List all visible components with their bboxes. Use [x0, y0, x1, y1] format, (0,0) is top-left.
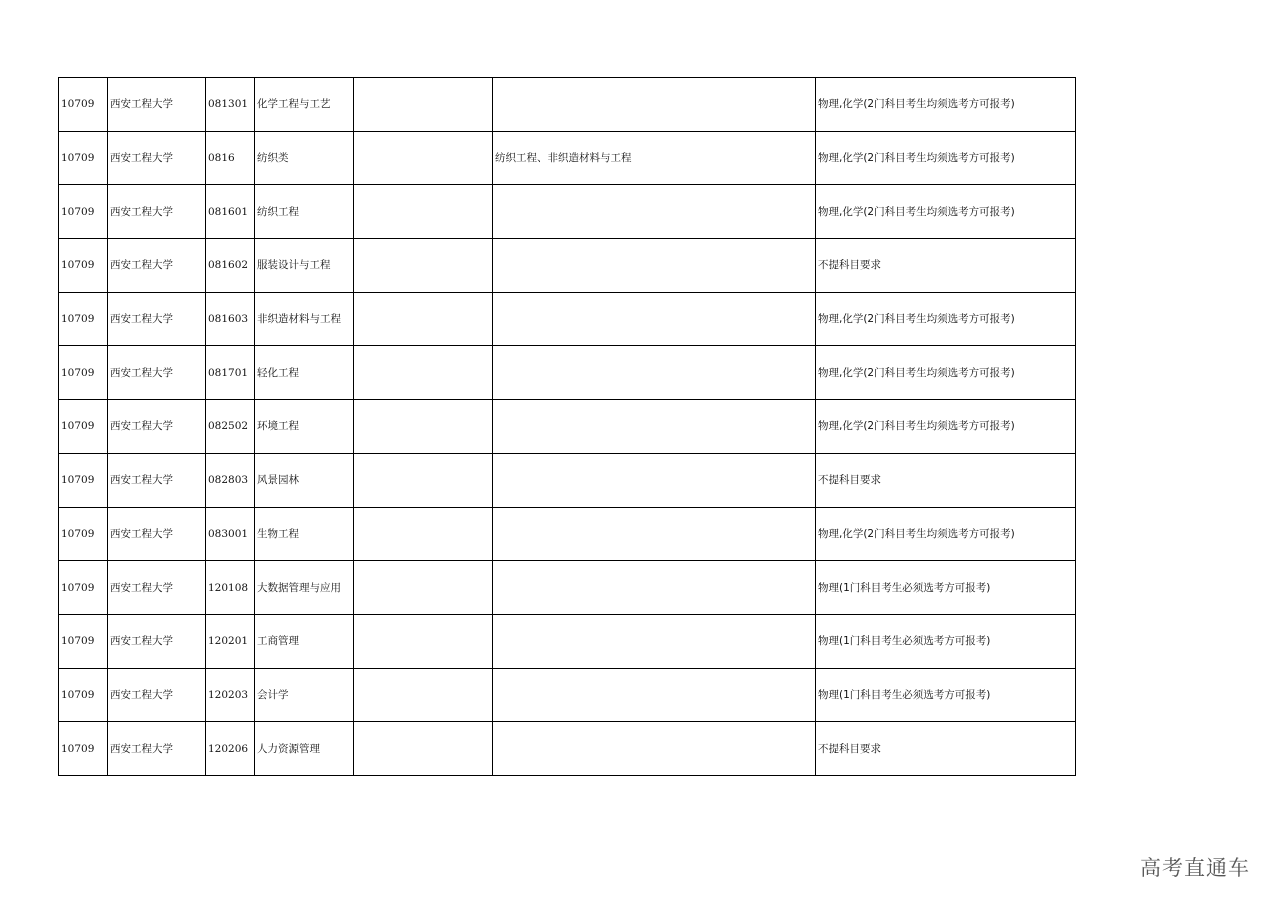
cell-major-code: 120203 [206, 668, 255, 722]
watermark-text: 高考直通车 [1140, 856, 1250, 880]
cell-included-majors [493, 453, 816, 507]
cell-school-code: 10709 [59, 292, 108, 346]
table-row [59, 346, 1076, 400]
cell-school-name: 西安工程大学 [108, 239, 206, 293]
cell-major-name: 人力资源管理 [255, 722, 354, 776]
cell-extra [354, 292, 493, 346]
table-row [59, 400, 1076, 454]
cell-major-code: 081603 [206, 292, 255, 346]
cell-major-name: 大数据管理与应用 [255, 561, 354, 615]
cell-subject-requirement: 物理,化学(2门科目考生均须选考方可报考) [816, 292, 1076, 346]
cell-major-code: 120206 [206, 722, 255, 776]
cell-major-name: 环境工程 [255, 400, 354, 454]
cell-included-majors [493, 78, 816, 132]
cell-school-name: 西安工程大学 [108, 185, 206, 239]
cell-school-name: 西安工程大学 [108, 346, 206, 400]
cell-school-name: 西安工程大学 [108, 78, 206, 132]
cell-subject-requirement: 不提科目要求 [816, 722, 1076, 776]
cell-subject-requirement: 不提科目要求 [816, 453, 1076, 507]
table-row [59, 614, 1076, 668]
cell-major-code: 081301 [206, 78, 255, 132]
cell-school-code: 10709 [59, 668, 108, 722]
cell-major-name: 轻化工程 [255, 346, 354, 400]
cell-extra [354, 239, 493, 293]
table-row [59, 239, 1076, 293]
cell-major-code: 082803 [206, 453, 255, 507]
table-row [59, 131, 1076, 185]
cell-major-name: 服装设计与工程 [255, 239, 354, 293]
cell-extra [354, 668, 493, 722]
cell-school-name: 西安工程大学 [108, 614, 206, 668]
cell-school-name: 西安工程大学 [108, 453, 206, 507]
cell-major-name: 工商管理 [255, 614, 354, 668]
cell-school-code: 10709 [59, 561, 108, 615]
cell-extra [354, 614, 493, 668]
cell-subject-requirement: 物理,化学(2门科目考生均须选考方可报考) [816, 131, 1076, 185]
requirements-table [58, 77, 1076, 776]
cell-extra [354, 400, 493, 454]
table-row [59, 722, 1076, 776]
cell-major-code: 082502 [206, 400, 255, 454]
cell-extra [354, 78, 493, 132]
cell-extra [354, 453, 493, 507]
cell-school-code: 10709 [59, 400, 108, 454]
cell-major-code: 081601 [206, 185, 255, 239]
cell-major-name: 化学工程与工艺 [255, 78, 354, 132]
cell-major-code: 120201 [206, 614, 255, 668]
cell-included-majors [493, 561, 816, 615]
cell-school-code: 10709 [59, 722, 108, 776]
cell-school-name: 西安工程大学 [108, 292, 206, 346]
cell-school-code: 10709 [59, 614, 108, 668]
cell-school-code: 10709 [59, 185, 108, 239]
cell-school-name: 西安工程大学 [108, 131, 206, 185]
cell-major-name: 风景园林 [255, 453, 354, 507]
cell-subject-requirement: 不提科目要求 [816, 239, 1076, 293]
cell-major-name: 纺织类 [255, 131, 354, 185]
cell-included-majors: 纺织工程、非织造材料与工程 [493, 131, 816, 185]
cell-extra [354, 722, 493, 776]
cell-school-code: 10709 [59, 346, 108, 400]
cell-included-majors [493, 239, 816, 293]
cell-major-name: 会计学 [255, 668, 354, 722]
cell-included-majors [493, 292, 816, 346]
cell-school-code: 10709 [59, 507, 108, 561]
cell-major-code: 120108 [206, 561, 255, 615]
cell-included-majors [493, 346, 816, 400]
cell-major-code: 0816 [206, 131, 255, 185]
cell-subject-requirement: 物理(1门科目考生必须选考方可报考) [816, 614, 1076, 668]
cell-major-code: 083001 [206, 507, 255, 561]
cell-school-name: 西安工程大学 [108, 400, 206, 454]
cell-included-majors [493, 507, 816, 561]
table-row [59, 668, 1076, 722]
cell-extra [354, 131, 493, 185]
cell-major-code: 081602 [206, 239, 255, 293]
cell-school-code: 10709 [59, 239, 108, 293]
cell-extra [354, 346, 493, 400]
cell-included-majors [493, 668, 816, 722]
cell-major-name: 生物工程 [255, 507, 354, 561]
cell-included-majors [493, 722, 816, 776]
table-row [59, 292, 1076, 346]
table-row [59, 78, 1076, 132]
cell-major-code: 081701 [206, 346, 255, 400]
cell-subject-requirement: 物理(1门科目考生必须选考方可报考) [816, 561, 1076, 615]
cell-school-name: 西安工程大学 [108, 722, 206, 776]
cell-included-majors [493, 400, 816, 454]
table-row [59, 453, 1076, 507]
cell-extra [354, 561, 493, 615]
cell-school-code: 10709 [59, 453, 108, 507]
cell-subject-requirement: 物理(1门科目考生必须选考方可报考) [816, 668, 1076, 722]
cell-included-majors [493, 185, 816, 239]
cell-subject-requirement: 物理,化学(2门科目考生均须选考方可报考) [816, 400, 1076, 454]
table-row [59, 507, 1076, 561]
cell-school-name: 西安工程大学 [108, 668, 206, 722]
cell-extra [354, 507, 493, 561]
cell-major-name: 纺织工程 [255, 185, 354, 239]
cell-school-code: 10709 [59, 131, 108, 185]
table-row [59, 561, 1076, 615]
cell-subject-requirement: 物理,化学(2门科目考生均须选考方可报考) [816, 185, 1076, 239]
cell-school-name: 西安工程大学 [108, 561, 206, 615]
cell-school-name: 西安工程大学 [108, 507, 206, 561]
cell-subject-requirement: 物理,化学(2门科目考生均须选考方可报考) [816, 507, 1076, 561]
table-row [59, 185, 1076, 239]
cell-extra [354, 185, 493, 239]
cell-subject-requirement: 物理,化学(2门科目考生均须选考方可报考) [816, 346, 1076, 400]
cell-subject-requirement: 物理,化学(2门科目考生均须选考方可报考) [816, 78, 1076, 132]
cell-included-majors [493, 614, 816, 668]
table-body [59, 78, 1076, 776]
cell-school-code: 10709 [59, 78, 108, 132]
cell-major-name: 非织造材料与工程 [255, 292, 354, 346]
